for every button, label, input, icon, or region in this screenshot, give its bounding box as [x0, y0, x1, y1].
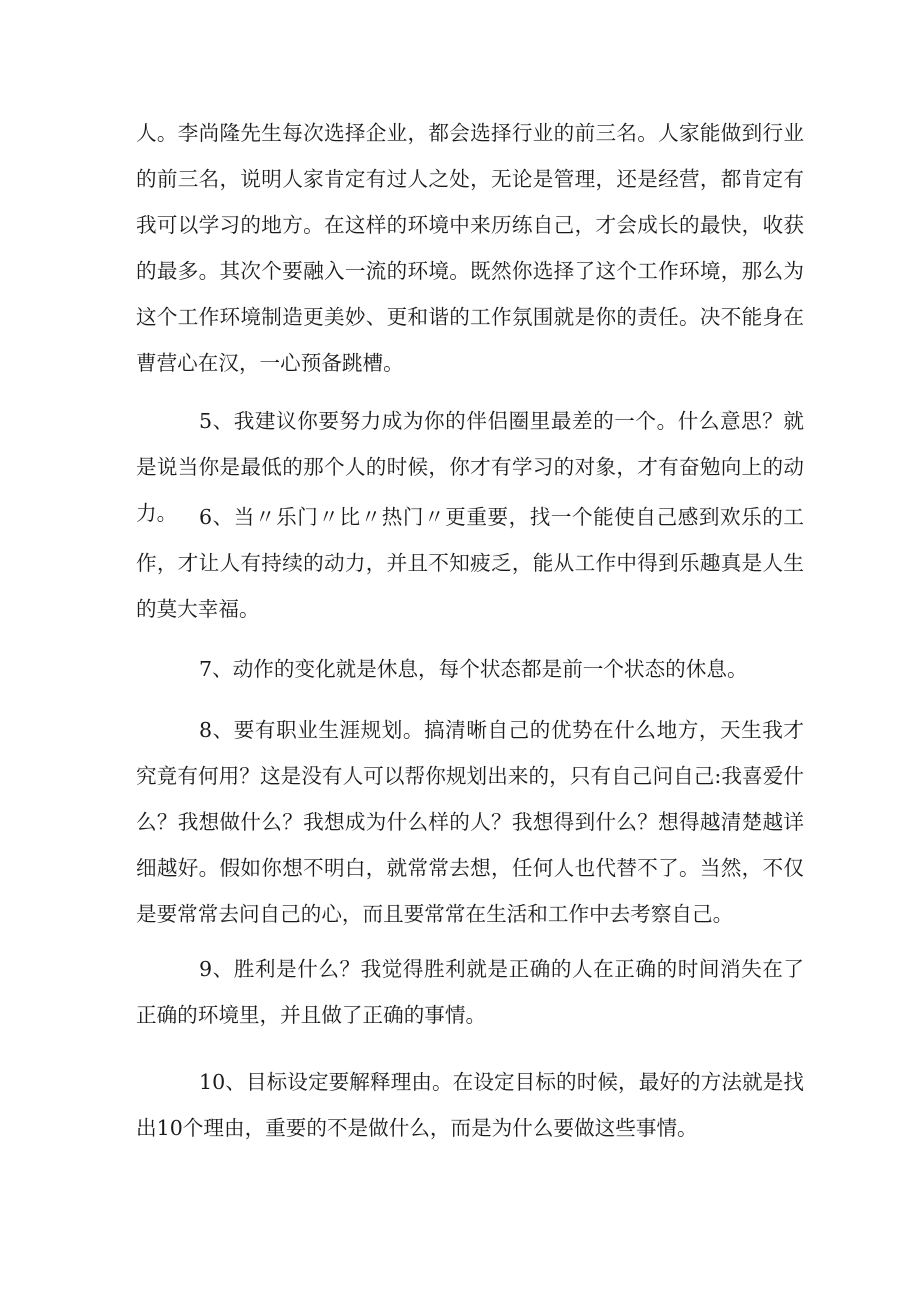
- paragraph-item-5: 5、我建议你要努力成为你的伴侣圈里最差的一个。什么意思？就是说当你是最低的那个人的时候，你才有学习的对象，才有奋勉向上的动力。: [136, 409, 804, 525]
- paragraph-item-8: 8、要有职业生涯规划。搞清晰自己的优势在什么地方，天生我才究竟有何用？这是没有人可以帮你规划出来的，只有自己问自己:我喜爱什么？我想做什么？我想成为什么样的人？我想得到什么？想得越清楚越详细越好。假如你想不明白，就常常去想，任何人也代替不了。当然，不仅是要常常去问自己的心，而且要常常在生活和工作中去考察自己。: [136, 718, 804, 926]
- paragraph-item-6: 6、当〃乐门〃比〃热门〃更重要，找一个能使自己感到欢乐的工作，才让人有持续的动力，并且不知疲乏，能从工作中得到乐趣真是人生的莫大幸福。: [136, 505, 804, 621]
- paragraph-item-7: 7、动作的变化就是休息，每个状态都是前一个状态的休息。: [199, 657, 748, 681]
- paragraph-continuation: 人。李尚隆先生每次选择企业，都会选择行业的前三名。人家能做到行业的前三名，说明人家肯定有过人之处，无论是管理，还是经营，都肯定有我可以学习的地方。在这样的环境中来历练自己，才会成长的最快，收获的最多。其次个要融入一流的环境。既然你选择了这个工作环境，那么为这个工作环境制造更美妙、更和谐的工作氛围就是你的责任。决不能身在曹营心在汉，一心预备跳槽。: [136, 121, 804, 375]
- paragraph-item-9: 9、胜利是什么？我觉得胜利就是正确的人在正确的时间消失在了正确的环境里，并且做了正确的事情。: [136, 957, 804, 1027]
- paragraph-item-10: 10、目标设定要解释理由。在设定目标的时候，最好的方法就是找出10个理由，重要的不是做什么，而是为什么要做这些事情。: [136, 1070, 804, 1140]
